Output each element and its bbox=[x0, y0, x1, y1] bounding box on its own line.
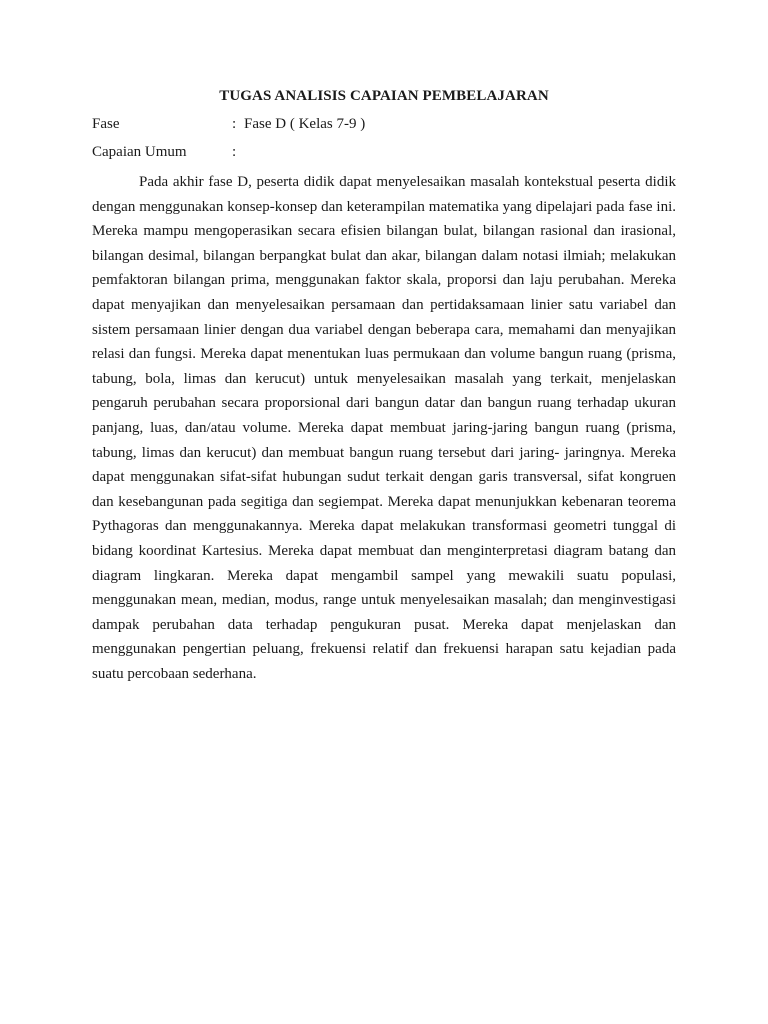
field-label-capaian-umum: Capaian Umum bbox=[92, 144, 187, 160]
field-row-capaian-umum bbox=[92, 142, 676, 162]
field-value-fase: Fase D ( Kelas 7-9 ) bbox=[244, 116, 366, 132]
field-row-fase bbox=[92, 114, 676, 134]
body-paragraph: Pada akhir fase D, peserta didik dapat menyelesaikan masalah kontekstual peserta didik dengan menggunakan konsep-konsep dan keterampilan matematika yang dipelajari pada fase ini. Mereka mampu mengoperasikan secara efisien bilangan bulat, bilangan rasional dan irasional, bilangan desimal, bilangan berpangkat bulat dan akar, bilangan dalam notasi ilmiah; melakukan pemfaktoran bilangan prima, menggunakan faktor skala, proporsi dan laju perubahan. Mereka dapat menyajikan dan menyelesaikan persamaan dan pertidaksamaan linier satu variabel dan sistem persamaan linier dengan dua variabel dengan beberapa cara, memahami dan menyajikan relasi dan fungsi. Mereka dapat menentukan luas permukaan dan volume bangun ruang (prisma, tabung, bola, limas dan kerucut) untuk menyelesaikan masalah yang terkait, menjelaskan pengaruh perubahan secara proporsional dari bangun datar dan bangun ruang terhadap ukuran panjang, luas, dan/atau volume. Mereka dapat membuat jaring-jaring bangun ruang (prisma, tabung, limas dan kerucut) dan membuat bangun ruang tersebut dari jaring- jaringnya. Mereka dapat menggunakan sifat-sifat hubungan sudut terkait dengan garis transversal, sifat kongruen dan kesebangunan pada segitiga dan segiempat. Mereka dapat menunjukkan kebenaran teorema Pythagoras dan menggunakannya. Mereka dapat melakukan transformasi geometri tunggal di bidang koordinat Kartesius. Mereka dapat membuat dan menginterpretasi diagram batang dan diagram lingkaran. Mereka dapat mengambil sampel yang mewakili suatu populasi, menggunakan mean, median, modus, range untuk menyelesaikan masalah; dan menginvestigasi dampak perubahan data terhadap pengukuran pusat. Mereka dapat menjelaskan dan menggunakan pengertian peluang, frekuensi relatif dan frekuensi harapan satu kejadian pada suatu percobaan sederhana. bbox=[92, 174, 676, 682]
field-label-fase: Fase bbox=[92, 116, 120, 132]
document-page bbox=[92, 86, 676, 686]
field-colon-capaian-umum: : bbox=[232, 144, 237, 160]
field-value-capaian-umum bbox=[244, 142, 676, 162]
document-title: TUGAS ANALISIS CAPAIAN PEMBELAJARAN bbox=[219, 88, 549, 104]
field-colon-fase: : bbox=[232, 116, 237, 132]
